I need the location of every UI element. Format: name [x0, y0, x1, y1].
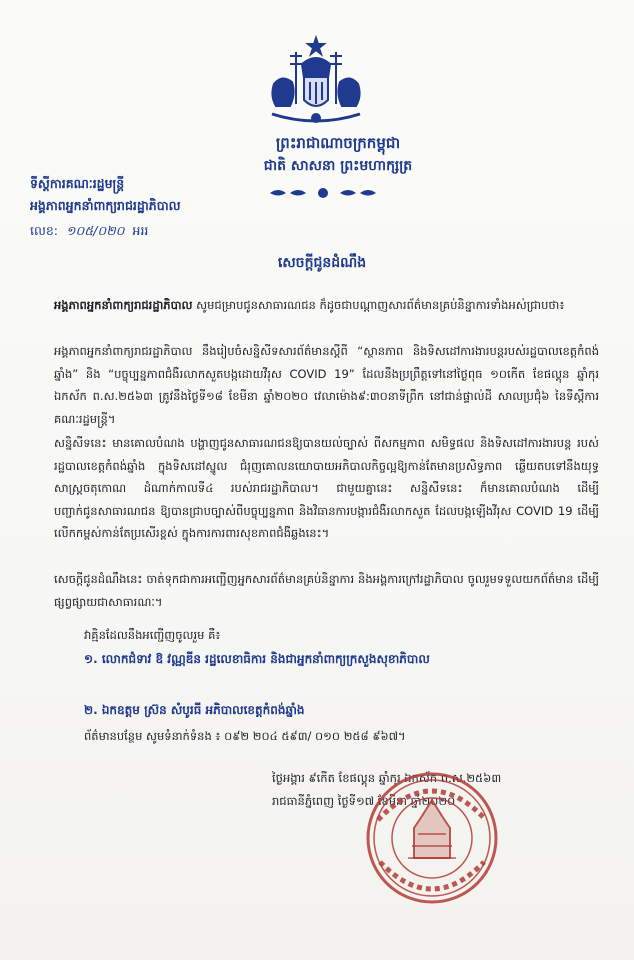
kingdom-title: ព្រះរាជាណាចក្រកម្ពុជា: [275, 134, 401, 152]
issuing-unit: អង្គភាពអ្នកនាំពាក្យរាជរដ្ឋាភិបាល: [30, 198, 181, 213]
ministry-name: ទីស្តីការគណៈរដ្ឋមន្ត្រី: [30, 176, 125, 191]
reference-number: [30, 221, 148, 240]
paragraph-4: សេចក្តីជូនដំណឹងនេះ ចាត់ទុកជាការអញ្ជើញអ្នកសារព័ត៌មានគ្រប់និន្នាការ និងអង្គការក្រៅរដ្ឋាភិបាល ចូលរួមទទួលយកព័ត៌មាន ដើម្បីផ្សព្វផ្សាយជាសាធារណៈ។: [54, 572, 599, 609]
official-seal-icon: [364, 770, 500, 906]
paragraph-1: [54, 294, 599, 317]
paragraph-3: សន្និសីទនេះ មានគោលបំណង បង្ហាញជូនសាធារណជនឱ្យបានយល់ច្បាស់ ពីសកម្មភាព សមិទ្ធផល និងទិសដៅការងារបន្ត របស់រដ្ឋបាលខេត្តកំពង់ឆ្នាំង ក្នុងទិសដៅស្នូល ជំរុញគោលនយោបាយអភិបាលកិច្ចល្អឱ្យកាន់តែមានប្រសិទ្ធភាព ឆ្លើយតបទៅនឹងយុទ្ធសាស្ត្រចតុកោណ ដំណាក់កាលទី៤ របស់រាជរដ្ឋាភិបាល។ ជាមួយគ្នានេះ សន្និសីទនេះ ក៏មានគោលបំណង ដើម្បីបញ្ជាក់ជូនសាធារណជន ឱ្យបានជ្រាបច្បាស់ពីបច្ចុប្បន្នភាព និងវិធានការបង្ការជំងឺរលាកសួត ដែលបង្កឡើងវីរុស COVID 19 ដើម្បីលើកកម្ពស់កាន់តែប្រសើរខ្ពស់ ក្នុងការការពារសុខភាពជំងឺឆ្លងនេះ។: [54, 436, 599, 541]
reference-suffix: អររ: [132, 223, 149, 238]
speakers-intro: វាគ្មិនដែលនឹងអញ្ជើញចូលរួម គឺ៖: [84, 628, 221, 642]
speaker-item-2: ២. ឯកឧត្តម ស្រ៊ន សំបូរធី អភិបាលខេត្តកំពង់ឆ្នាំង: [84, 703, 305, 717]
document-title: សេចក្តីជូនដំណឹង: [277, 255, 367, 271]
royal-arms-emblem-icon: [262, 34, 370, 126]
reference-label: លេខ:: [30, 223, 59, 238]
national-motto: ជាតិ សាសនា ព្រះមហាក្សត្រ: [263, 158, 413, 174]
speaker-item-1: ១. លោកជំទាវ ឱ វណ្ណឌីន រដ្ឋលេខាធិការ និងជាអ្នកនាំពាក្យក្រសួងសុខាភិបាល: [84, 652, 430, 666]
lunar-date: ថ្ងៃអង្គារ ៩កើត ខែផល្គុន ឆ្នាំកុរ ឯកស័ក ព.ស.២៥៦៣: [272, 771, 502, 785]
reference-value: ១០៥/០២០: [66, 223, 125, 238]
paragraph-1-lead: អង្គភាពអ្នកនាំពាក្យរាជរដ្ឋាភិបាល: [54, 298, 193, 312]
paragraph-2: អង្គភាពអ្នកនាំពាក្យរាជរដ្ឋាភិបាល នឹងរៀបចំសន្និសីទសារព័ត៌មានស្តីពី “ស្ថានភាព និងទិសដៅការងារបន្តរបស់រដ្ឋបាលខេត្តកំពង់ឆ្នាំង” និង “បច្ចុប្បន្នភាពជំងឺរលាកសួតបង្កដោយវីរុស COVID 19” ដែលនឹងប្រព្រឹត្តទៅនៅថ្ងៃពុធ ១០កើត ខែផល្គុន ឆ្នាំកុរ ឯកស័ក ព.ស.២៥៦៣ ត្រូវនឹងថ្ងៃទី១៨ ខែមីនា ឆ្នាំ២០២០ វេលាម៉ោង៩:៣០នាទីព្រឹក នៅជាន់ផ្ទាល់ដី សាលប្រជុំ៦ នៃទីស្តីការគណៈរដ្ឋមន្ត្រី។: [54, 344, 599, 426]
solar-date: រាជធានីភ្នំពេញ ថ្ងៃទី១៧ ខែមីនា ឆ្នាំ២០២០: [272, 794, 456, 808]
contact-info: ព័ត៌មានបន្ថែម សូមទំនាក់ទំនង ៖ ០៩២ ២០៤ ៥៩៣/ ០១០ ២៥៨ ៩៦៧។: [84, 729, 406, 743]
motto-ornament-icon: [268, 186, 378, 200]
paragraph-1-text: សូមជម្រាបជូនសាធារណជន ក៏ដូចជាបណ្តាញសារព័ត៌មានគ្រប់និន្នាការទាំងអស់ជ្រាបថា៖: [192, 298, 565, 312]
